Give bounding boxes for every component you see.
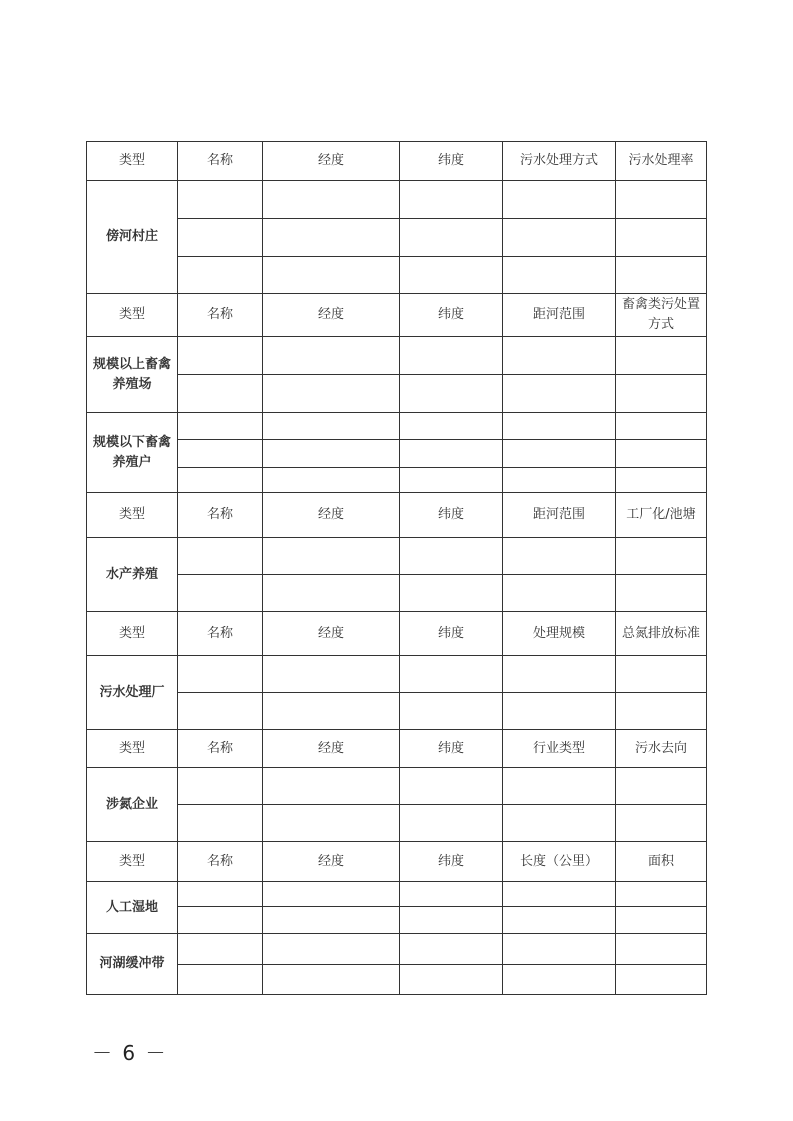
header-type: 类型 xyxy=(87,842,178,882)
cell-name[interactable] xyxy=(178,768,263,805)
cell-name[interactable] xyxy=(178,934,263,965)
cell-name[interactable] xyxy=(178,907,263,934)
cell-extra-1[interactable] xyxy=(503,575,616,612)
cell-extra-1[interactable] xyxy=(503,219,616,257)
cell-latitude[interactable] xyxy=(400,805,503,842)
cell-extra-1[interactable] xyxy=(503,538,616,575)
cell-extra-1[interactable] xyxy=(503,468,616,493)
header-row xyxy=(87,493,707,538)
cell-latitude[interactable] xyxy=(400,882,503,907)
cell-longitude[interactable] xyxy=(263,965,400,995)
header-longitude: 经度 xyxy=(263,730,400,768)
cell-extra-2[interactable] xyxy=(616,965,707,995)
header-longitude: 经度 xyxy=(263,294,400,337)
cell-name[interactable] xyxy=(178,965,263,995)
cell-extra-1[interactable] xyxy=(503,768,616,805)
cell-longitude[interactable] xyxy=(263,882,400,907)
cell-longitude[interactable] xyxy=(263,413,400,440)
category-label: 污水处理厂 xyxy=(87,656,178,730)
cell-extra-2[interactable] xyxy=(616,768,707,805)
category-label: 涉氮企业 xyxy=(87,768,178,842)
header-name: 名称 xyxy=(178,493,263,538)
cell-extra-1[interactable] xyxy=(503,440,616,468)
cell-longitude[interactable] xyxy=(263,440,400,468)
cell-latitude[interactable] xyxy=(400,468,503,493)
header-longitude: 经度 xyxy=(263,612,400,656)
header-longitude: 经度 xyxy=(263,493,400,538)
cell-extra-2[interactable] xyxy=(616,934,707,965)
header-name: 名称 xyxy=(178,842,263,882)
cell-latitude[interactable] xyxy=(400,337,503,375)
cell-longitude[interactable] xyxy=(263,768,400,805)
cell-extra-2[interactable] xyxy=(616,440,707,468)
header-latitude: 纬度 xyxy=(400,294,503,337)
header-latitude: 纬度 xyxy=(400,142,503,181)
cell-name[interactable] xyxy=(178,538,263,575)
header-extra-2: 面积 xyxy=(616,842,707,882)
header-extra-2: 工厂化/池塘 xyxy=(616,493,707,538)
cell-longitude[interactable] xyxy=(263,693,400,730)
cell-name[interactable] xyxy=(178,440,263,468)
cell-longitude[interactable] xyxy=(263,656,400,693)
cell-extra-1[interactable] xyxy=(503,934,616,965)
header-extra-2: 污水处理率 xyxy=(616,142,707,181)
cell-extra-2[interactable] xyxy=(616,882,707,907)
cell-extra-1[interactable] xyxy=(503,337,616,375)
cell-latitude[interactable] xyxy=(400,907,503,934)
header-name: 名称 xyxy=(178,294,263,337)
cell-extra-2[interactable] xyxy=(616,219,707,257)
header-latitude: 纬度 xyxy=(400,612,503,656)
category-label: 规模以下畜禽养殖户 xyxy=(87,413,178,493)
header-extra-2: 总氮排放标准 xyxy=(616,612,707,656)
cell-latitude[interactable] xyxy=(400,219,503,257)
cell-extra-1[interactable] xyxy=(503,413,616,440)
cell-longitude[interactable] xyxy=(263,934,400,965)
header-type: 类型 xyxy=(87,493,178,538)
header-row xyxy=(87,612,707,656)
cell-extra-2[interactable] xyxy=(616,257,707,294)
cell-latitude[interactable] xyxy=(400,538,503,575)
cell-longitude[interactable] xyxy=(263,257,400,294)
cell-extra-1[interactable] xyxy=(503,257,616,294)
header-extra-1: 处理规模 xyxy=(503,612,616,656)
cell-extra-1[interactable] xyxy=(503,656,616,693)
cell-latitude[interactable] xyxy=(400,965,503,995)
cell-latitude[interactable] xyxy=(400,768,503,805)
cell-longitude[interactable] xyxy=(263,575,400,612)
cell-extra-2[interactable] xyxy=(616,181,707,219)
category-label: 河湖缓冲带 xyxy=(87,934,178,995)
category-label: 人工湿地 xyxy=(87,882,178,934)
cell-name[interactable] xyxy=(178,575,263,612)
header-row xyxy=(87,730,707,768)
cell-latitude[interactable] xyxy=(400,575,503,612)
cell-longitude[interactable] xyxy=(263,337,400,375)
category-label: 傍河村庄 xyxy=(87,181,178,294)
cell-longitude[interactable] xyxy=(263,468,400,493)
header-extra-1: 距河范围 xyxy=(503,493,616,538)
cell-extra-2[interactable] xyxy=(616,656,707,693)
cell-extra-2[interactable] xyxy=(616,575,707,612)
header-longitude: 经度 xyxy=(263,142,400,181)
cell-name[interactable] xyxy=(178,337,263,375)
cell-name[interactable] xyxy=(178,805,263,842)
cell-extra-2[interactable] xyxy=(616,468,707,493)
category-label: 水产养殖 xyxy=(87,538,178,612)
cell-latitude[interactable] xyxy=(400,181,503,219)
cell-latitude[interactable] xyxy=(400,440,503,468)
header-row xyxy=(87,842,707,882)
survey-form-table xyxy=(86,141,707,995)
cell-longitude[interactable] xyxy=(263,375,400,413)
cell-name[interactable] xyxy=(178,219,263,257)
cell-extra-1[interactable] xyxy=(503,375,616,413)
cell-longitude[interactable] xyxy=(263,181,400,219)
header-extra-1: 长度（公里） xyxy=(503,842,616,882)
header-extra-1: 距河范围 xyxy=(503,294,616,337)
cell-extra-1[interactable] xyxy=(503,907,616,934)
cell-extra-2[interactable] xyxy=(616,375,707,413)
header-latitude: 纬度 xyxy=(400,730,503,768)
header-extra-2: 畜禽类污处置方式 xyxy=(616,294,707,337)
header-name: 名称 xyxy=(178,142,263,181)
cell-name[interactable] xyxy=(178,882,263,907)
cell-name[interactable] xyxy=(178,468,263,493)
header-extra-1: 污水处理方式 xyxy=(503,142,616,181)
cell-name[interactable] xyxy=(178,181,263,219)
page-number: － 6 － xyxy=(92,1041,168,1065)
cell-name[interactable] xyxy=(178,413,263,440)
cell-extra-1[interactable] xyxy=(503,181,616,219)
cell-longitude[interactable] xyxy=(263,907,400,934)
header-latitude: 纬度 xyxy=(400,493,503,538)
cell-latitude[interactable] xyxy=(400,375,503,413)
header-row xyxy=(87,142,707,181)
cell-latitude[interactable] xyxy=(400,656,503,693)
header-extra-1: 行业类型 xyxy=(503,730,616,768)
cell-name[interactable] xyxy=(178,693,263,730)
header-latitude: 纬度 xyxy=(400,842,503,882)
cell-extra-2[interactable] xyxy=(616,413,707,440)
header-name: 名称 xyxy=(178,612,263,656)
header-type: 类型 xyxy=(87,612,178,656)
header-type: 类型 xyxy=(87,294,178,337)
cell-extra-2[interactable] xyxy=(616,337,707,375)
cell-extra-2[interactable] xyxy=(616,538,707,575)
cell-latitude[interactable] xyxy=(400,257,503,294)
header-row xyxy=(87,294,707,337)
cell-extra-1[interactable] xyxy=(503,882,616,907)
cell-name[interactable] xyxy=(178,257,263,294)
cell-extra-1[interactable] xyxy=(503,965,616,995)
cell-extra-2[interactable] xyxy=(616,693,707,730)
header-name: 名称 xyxy=(178,730,263,768)
cell-latitude[interactable] xyxy=(400,693,503,730)
cell-latitude[interactable] xyxy=(400,934,503,965)
cell-longitude[interactable] xyxy=(263,219,400,257)
cell-name[interactable] xyxy=(178,375,263,413)
cell-longitude[interactable] xyxy=(263,805,400,842)
cell-extra-1[interactable] xyxy=(503,693,616,730)
category-label: 规模以上畜禽养殖场 xyxy=(87,337,178,413)
cell-longitude[interactable] xyxy=(263,538,400,575)
header-type: 类型 xyxy=(87,730,178,768)
header-extra-2: 污水去向 xyxy=(616,730,707,768)
header-longitude: 经度 xyxy=(263,842,400,882)
cell-extra-1[interactable] xyxy=(503,805,616,842)
cell-latitude[interactable] xyxy=(400,413,503,440)
cell-extra-2[interactable] xyxy=(616,907,707,934)
cell-name[interactable] xyxy=(178,656,263,693)
header-type: 类型 xyxy=(87,142,178,181)
cell-extra-2[interactable] xyxy=(616,805,707,842)
